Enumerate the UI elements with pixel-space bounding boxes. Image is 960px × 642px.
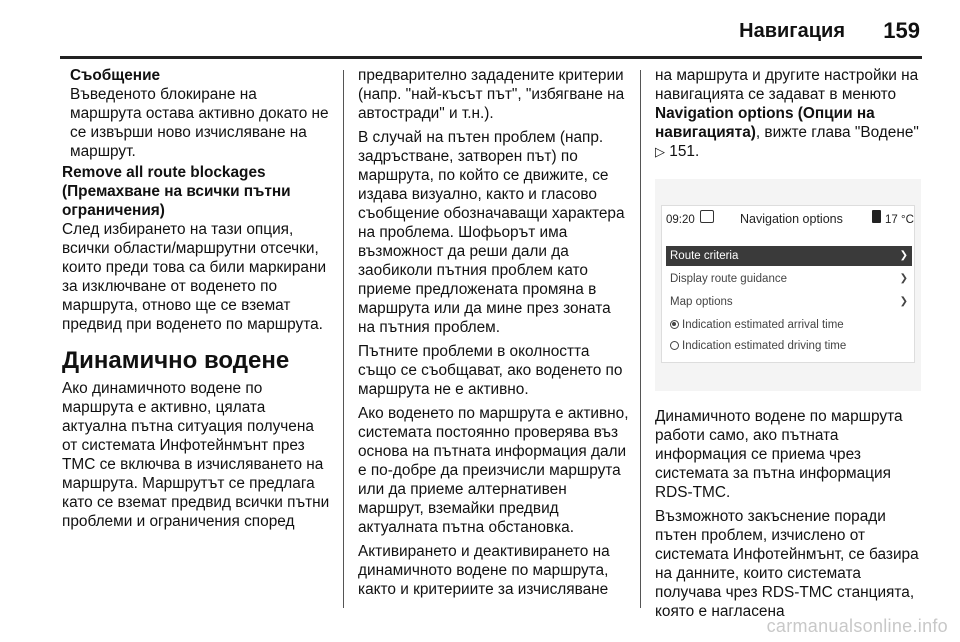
paragraph: Пътните проблеми в околността също се съобщават, ако воденето по маршрута не е активно. — [358, 343, 623, 398]
screen-status-bar — [662, 206, 914, 228]
screen-title: Navigation options — [740, 212, 843, 226]
header-rule — [60, 56, 922, 59]
chevron-right-icon: ❯ — [899, 296, 908, 307]
paragraph: Възможното закъснение поради пътен проблем, изчислено от системата Инфотейнмънт, се базира на данните, които системата получава чрез RDS-TMC станцията, която е нагласена — [655, 508, 919, 620]
radio-driving-time[interactable] — [666, 336, 912, 356]
infotainment-screen — [661, 205, 915, 363]
chevron-right-icon: ❯ — [899, 250, 908, 261]
section-heading: Динамично водене — [62, 347, 290, 374]
column-divider-2 — [640, 70, 641, 608]
page-number: 159 — [883, 18, 920, 43]
option-title-bg: (Премахване на всички пътни ограничения) — [62, 183, 291, 219]
menu-reference: Navigation options (Опции на навигацията) — [655, 105, 875, 141]
screen-illustration — [655, 179, 921, 391]
radio-unselected-icon — [670, 341, 679, 350]
header-title: Навигация — [739, 20, 845, 42]
paragraph: Динамичното водене по маршрута работи само, ако пътната информация се приема чрез системата за пътна информация RDS-TMC. — [655, 408, 903, 501]
radio-selected-icon — [670, 320, 679, 329]
screen-temperature: 17 °C — [885, 214, 914, 226]
paragraph — [655, 66, 921, 161]
menu-item-map-options[interactable] — [666, 292, 912, 312]
page-reference: 151. — [665, 143, 700, 160]
menu-item-label: Display route guidance — [670, 273, 787, 285]
column-1 — [62, 66, 330, 536]
thermometer-icon — [872, 210, 881, 223]
column-2 — [358, 66, 630, 604]
note-body: Въведеното блокиране на маршрута остава активно докато не се извърши ново изчисляване на маршрут. — [70, 86, 329, 160]
paragraph: Активирането и деактивирането на динамичното водене по маршрута, както и критериите за изчисляване — [358, 543, 610, 598]
triangle-right-icon: ▷ — [655, 144, 665, 159]
note-heading: Съобщение — [70, 67, 161, 84]
menu-item-label: Map options — [670, 296, 733, 308]
menu-item-label: Route criteria — [670, 250, 739, 262]
back-icon — [700, 210, 714, 223]
column-3 — [655, 66, 921, 626]
paragraph: В случай на пътен проблем (напр. задръстване, затворен път) по маршрута, по който се движите, се издава визуално, както и гласово съобщение обозначаващи характера на проблема. Шофьорът има възможност да реши дали да заобиколи пътния проблем като приеме предложената промяна в маршрута или да мине през зоната на пътния проблем. — [358, 129, 625, 336]
text-run: на маршрута и другите настройки на навигацията се задават в менюто — [655, 67, 919, 103]
text-run: , вижте глава "Водене" — [755, 124, 919, 141]
radio-label: Indication estimated arrival time — [682, 319, 844, 331]
menu-item-route-criteria[interactable] — [666, 246, 912, 266]
screen-clock: 09:20 — [666, 214, 695, 226]
menu-item-display-route-guidance[interactable] — [666, 269, 912, 289]
option-title-en: Remove all route blockages — [62, 164, 266, 181]
column-divider-1 — [343, 70, 344, 608]
radio-label: Indication estimated driving time — [682, 340, 847, 352]
radio-arrival-time[interactable] — [666, 315, 912, 335]
paragraph: Ако воденето по маршрута е активно, системата постоянно проверява въз основа на пътната информация дали е по-добре да преизчисли маршрута или да приеме алтернативен маршрут, вземайки предвид актуалната пътна обстановка. — [358, 405, 629, 536]
option-description: След избирането на тази опция, всички области/маршрутни отсечки, които преди това са били маркирани за изключване от воденето по маршрута, отново ще се вземат предвид при воденето по маршрута. — [62, 221, 327, 333]
paragraph: Ако динамичното водене по маршрута е активно, цялата актуална пътна ситуация получена от системата Инфотейнмънт през TMC се включва в изчисляването на маршрута. Маршрутът се предлага като се вземат предвид всички пътни проблеми и ограничения според — [62, 380, 330, 530]
page-header — [0, 0, 960, 60]
paragraph: предварително зададените критерии (напр. "най-късът път", "избягване на автостради" и т.н.). — [358, 67, 625, 122]
watermark: carmanualsonline.info — [766, 616, 948, 636]
chevron-right-icon: ❯ — [899, 273, 908, 284]
